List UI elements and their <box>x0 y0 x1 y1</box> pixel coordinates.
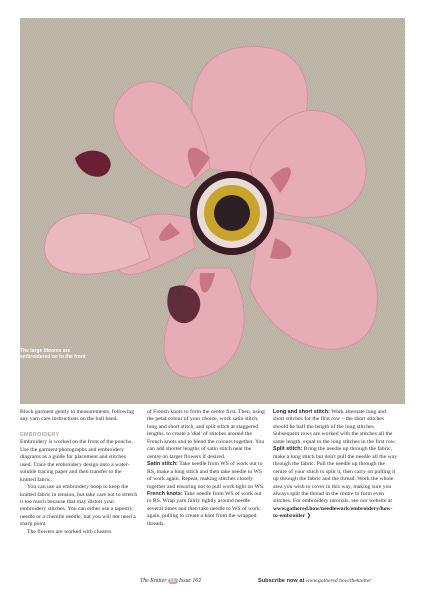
french-knots-label: French knots: <box>147 490 183 497</box>
embroidered-flower-photo <box>20 18 405 404</box>
paragraph: You can use an embroidery hoop to keep the knitted fabric in tension, but take care not to stretch it too much because that may distort your embroidery stitches. You can either use a tapestry needle or a chenille needle, but you will not need a sharp point. <box>20 484 138 528</box>
section-heading: EMBROIDERY <box>20 431 60 438</box>
article-body <box>20 409 405 579</box>
split-stitch-paragraph <box>273 446 398 521</box>
column-1 <box>20 409 138 536</box>
footer-issue <box>140 578 201 584</box>
issue-number: Issue 162 <box>179 578 202 584</box>
intro-paragraph: Block garment gently to measurements, following any yarn care instructions on the ball band. <box>20 409 135 423</box>
french-knots-text: Take needle from WS of work out to RS. Wrap yarn fairly tightly around needle several times and then take needle to WS of work again, pulling to create a knot from the wrapped threads. <box>147 490 262 527</box>
satin-stitch-label: Satin stitch: <box>147 461 178 468</box>
column-2 <box>147 409 265 528</box>
long-short-paragraph <box>273 409 398 446</box>
subscribe-label: Subscribe now at <box>258 578 305 584</box>
split-stitch-text: Bring the needle up through the fabric, make a long stitch but don't pull the needle all the way through the fabric. Pull the needle up through the centre of your stitch to split it, then carry on pulling it up through the fabric and the thread. Work the whole area you wish to cover in this way, making sure you always split the thread in the centre to form even stitches. For embroidery tutorials, see our website at <box>273 446 398 505</box>
flower-illustration <box>20 18 405 404</box>
satin-stitch-paragraph <box>147 461 265 491</box>
paragraph: of French knots to form the centre first. Then, using the petal colour of your choice, work satin stitch, long and short stitch, and split stitch at staggered lengths, to create a 'dial' of stitches around the French knots and to blend the colours together. You can add shorter lengths of satin stitch near the centre on larger flowers if desired. <box>147 409 265 460</box>
paragraph: The flowers are worked with clusters <box>27 528 112 535</box>
french-knots-paragraph <box>147 491 265 528</box>
page-number: 56 <box>170 578 176 584</box>
arrow-icon: ❯ <box>306 513 312 520</box>
magazine-name: The Knitter <box>140 578 167 584</box>
column-3 <box>273 409 398 521</box>
split-stitch-label: Split stitch: <box>273 446 303 453</box>
tutorial-link[interactable]: www.gathered.how/needlework/embroidery/how-to-embroider <box>273 505 393 520</box>
satin-stitch-text: Take needle from WS of work out to RS, make a long stitch and then take needle to WS of work again. Repeat, making stitches closely together and ensuring not to pull work tight on WS. <box>147 461 265 490</box>
paragraph: Embroidery is worked on the front of the poncho. Use the garment photographs and embroidery diagrams as a guide for placement and stitches used. Trace the embroidery design onto a water-soluble tracing paper and then transfer to the knitted fabric. <box>20 439 133 483</box>
photo-caption: The large blooms are embroidered on to the front <box>20 348 86 360</box>
long-short-label: Long and short stitch: <box>273 409 330 415</box>
subscribe-link[interactable]: www.gathered.how/theknitter <box>305 578 372 584</box>
long-short-text: Work alternate long and short stitches for the first row – the short stitches should be half the length of the long stitches. Subsequent rows are worked with the stitches all the same length, equal to the long stitches in the first row. <box>273 409 396 445</box>
footer-subscribe <box>258 578 371 584</box>
